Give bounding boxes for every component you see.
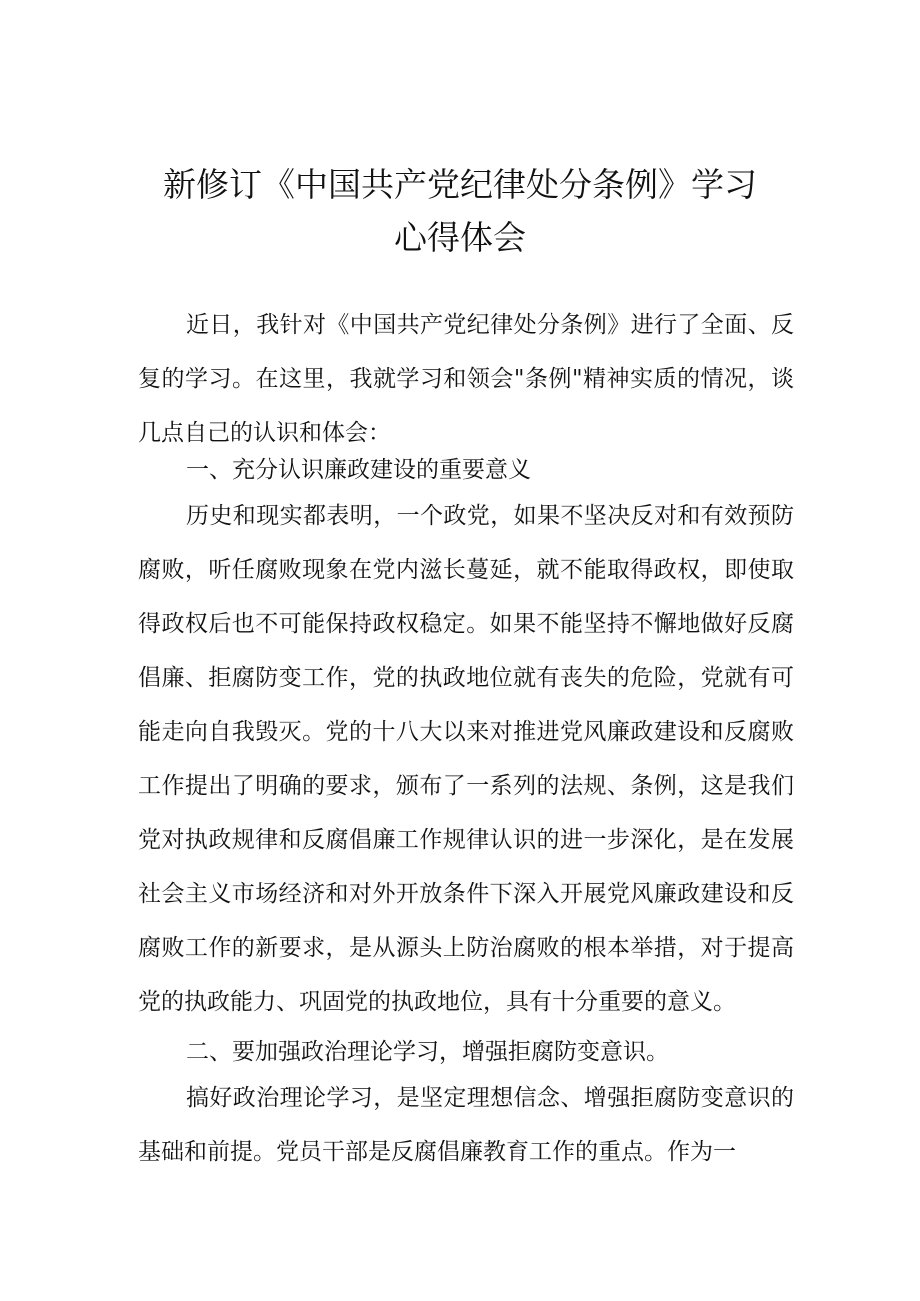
document-title-line-1: 新修订《中国共产党纪律处分条例》学习 <box>163 165 757 204</box>
intro-paragraph: 近日，我针对《中国共产党纪律处分条例》进行了全面、反复的学习。在这里，我就学习和领会"条例"精神实质的情况，谈几点自己的认识和体会： <box>138 312 794 446</box>
document-title-line-2: 心得体会 <box>394 218 526 257</box>
section-2-paragraph: 搞好政治理论学习，是坚定理想信念、增强拒腐防变意识的基础和前提。党员干部是反腐倡廉教育工作的重点。作为一 <box>138 1085 794 1165</box>
section-2-heading: 二、要加强政治理论学习，增强拒腐防变意识。 <box>186 1039 669 1065</box>
section-1-paragraph: 历史和现实都表明，一个政党，如果不坚决反对和有效预防腐败，听任腐败现象在党内滋长蔓延，就不能取得政权，即使取得政权后也不可能保持政权稳定。如果不能坚持不懈地做好反腐倡廉、拒腐防变工作，党的执政地位就有丧失的危险，党就有可能走向自我毁灭。党的十八大以来对推进党风廉政建设和反腐败工作提出了明确的要求，颁布了一系列的法规、条例，这是我们党对执政规律和反腐倡廉工作规律认识的进一步深化，是在发展社会主义市场经济和对外开放条件下深入开展党风廉政建设和反腐败工作的新要求，是从源头上防治腐败的根本举措，对于提高党的执政能力、巩固党的执政地位，具有十分重要的意义。 <box>138 503 794 1015</box>
section-1-heading: 一、充分认识廉政建设的重要意义 <box>186 457 531 483</box>
